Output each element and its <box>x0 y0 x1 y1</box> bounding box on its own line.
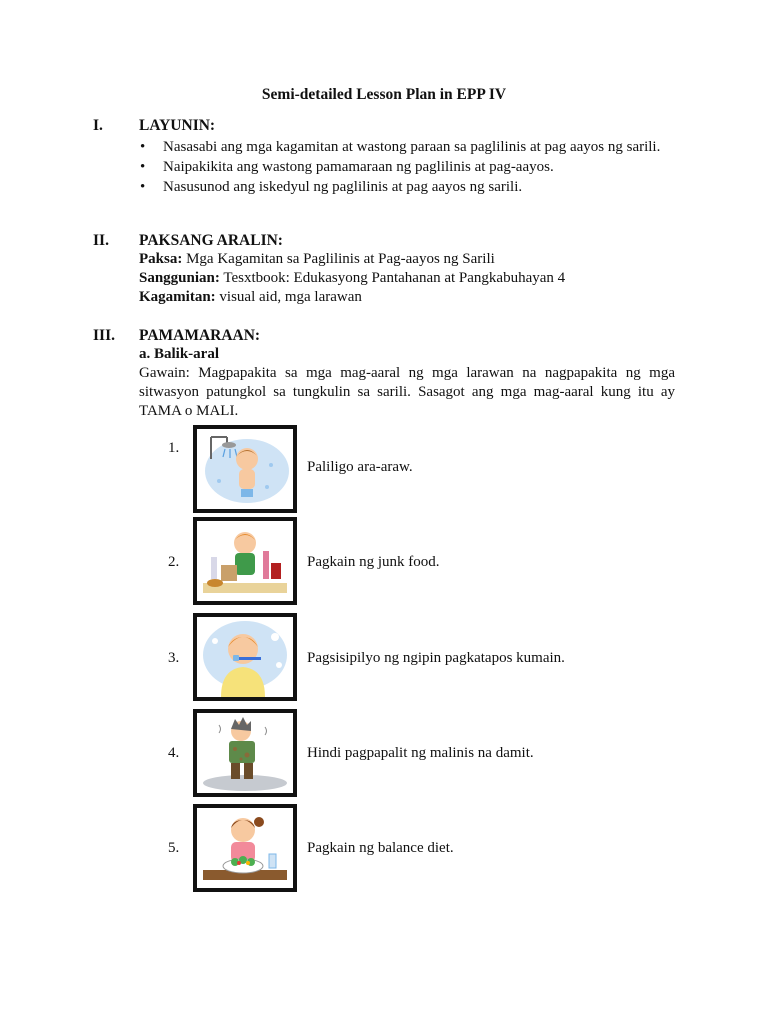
kagamitan-label: Kagamitan: <box>139 289 216 305</box>
balanced-meal-icon <box>197 808 293 888</box>
item-2-text: Pagkain ng junk food. <box>307 554 440 570</box>
section-2-number: II. <box>93 232 109 249</box>
item-4-image <box>193 709 297 797</box>
sanggunian-line <box>139 270 565 287</box>
bullet-icon: • <box>140 139 146 155</box>
item-3-text: Pagsisipilyo ng ngipin pagkatapos kumain. <box>307 650 565 666</box>
list-item <box>139 158 675 177</box>
paksa-line <box>139 251 495 268</box>
kagamitan-value: visual aid, mga larawan <box>215 289 362 305</box>
list-item <box>139 138 675 157</box>
item-5-text: Pagkain ng balance diet. <box>307 840 454 856</box>
item-2-number: 2. <box>168 554 180 570</box>
section-3-number: III. <box>93 327 115 344</box>
item-1-text: Paliligo ara-araw. <box>307 459 413 475</box>
item-3-number: 3. <box>168 650 180 666</box>
junk-food-icon <box>197 521 293 601</box>
sanggunian-value: Tesxtbook: Edukasyong Pantahanan at Pangkabuhayan 4 <box>219 270 566 286</box>
dirty-clothes-icon <box>197 713 293 793</box>
sanggunian-label: Sanggunian: <box>139 270 220 286</box>
item-1-image <box>193 425 297 513</box>
item-3-image <box>193 613 297 701</box>
paksa-label: Paksa: <box>139 251 183 267</box>
paksa-value: Mga Kagamitan sa Paglilinis at Pag-aayos ng Sarili <box>182 251 495 267</box>
list-item <box>139 178 675 197</box>
objectives-list <box>139 138 675 198</box>
section-1-number: I. <box>93 117 103 134</box>
objective-text: Naipakikita ang wastong pamamaraan ng paglilinis at pag-aayos. <box>163 159 554 175</box>
shower-icon <box>197 429 293 509</box>
item-4-number: 4. <box>168 745 180 761</box>
section-2-heading: PAKSANG ARALIN: <box>139 232 283 249</box>
objective-text: Nasasabi ang mga kagamitan at wastong paraan sa paglilinis at pag aayos ng sarili. <box>163 139 661 155</box>
item-4-text: Hindi pagpapalit ng malinis na damit. <box>307 745 534 761</box>
item-5-image <box>193 804 297 892</box>
bullet-icon: • <box>140 159 146 175</box>
balik-aral-heading: a. Balik-aral <box>139 346 220 362</box>
section-1-heading: LAYUNIN: <box>139 117 216 134</box>
item-5-number: 5. <box>168 840 180 856</box>
section-3-heading: PAMAMARAAN: <box>139 327 261 344</box>
kagamitan-line <box>139 289 362 306</box>
document-title: Semi-detailed Lesson Plan in EPP IV <box>261 86 507 103</box>
item-2-image <box>193 517 297 605</box>
item-1-number: 1. <box>168 440 180 456</box>
objective-text: Nasusunod ang iskedyul ng paglilinis at pag aayos ng sarili. <box>163 179 523 195</box>
toothbrush-icon <box>197 617 293 697</box>
gawain-paragraph: Gawain: Magpapakita sa mga mag-aaral ng mga larawan na nagpapakita ng mga sitwasyon patungkol sa tungkulin sa sarili. Sasagot ang mga mag-aaral kung itu ay TAMA o MALI. <box>139 365 675 419</box>
bullet-icon: • <box>140 179 146 195</box>
